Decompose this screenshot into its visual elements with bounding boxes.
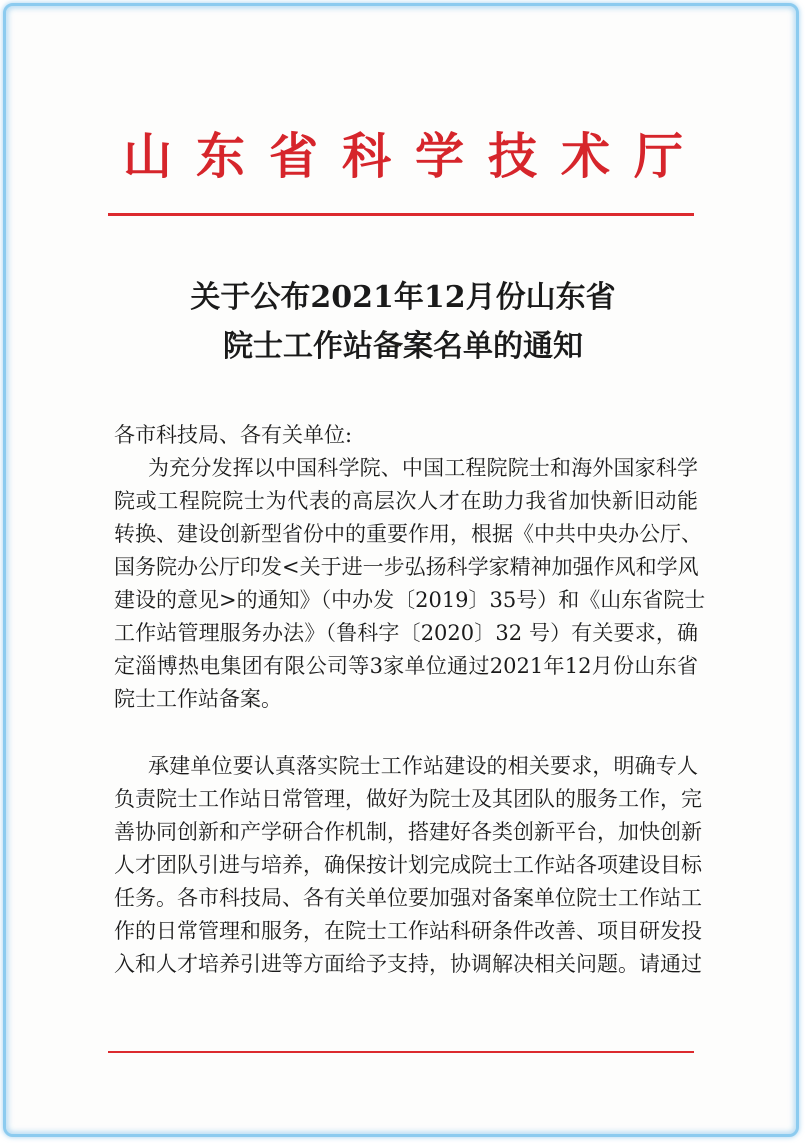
paragraph-line: 承建单位要认真落实院士工作站建设的相关要求，明确专人 — [148, 754, 698, 778]
paragraph-line: 院或工程院院士为代表的高层次人才在助力我省加快新旧动能 — [114, 489, 698, 513]
issuer-header: 山东省科学技术厅 — [122, 127, 707, 185]
paragraph-line: 人才团队引进与培养，确保按计划完成院士工作站各项建设目标 — [114, 853, 702, 877]
paragraph-line: 善协同创新和产学研合作机制，搭建好各类创新平台，加快创新 — [114, 820, 702, 844]
paragraph-line: 国务院办公厅印发<关于进一步弘扬科学家精神加强作风和学风 — [114, 555, 699, 579]
paragraph-line: 建设的意见>的通知》（中办发〔2019〕35号）和《山东省院士 — [114, 588, 706, 612]
document-title-line1: 关于公布2021年12月份山东省 — [190, 280, 616, 315]
paragraph-1 — [114, 452, 706, 716]
paragraph-line: 为充分发挥以中国科学院、中国工程院院士和海外国家科学 — [148, 456, 698, 480]
document-title-line2: 院士工作站备案名单的通知 — [223, 329, 583, 364]
paragraph-line: 任务。各市科技局、各有关单位要加强对备案单位院士工作站工 — [114, 886, 702, 910]
paragraph-2 — [114, 750, 702, 981]
footer-red-rule — [108, 1051, 694, 1053]
paragraph-line: 转换、建设创新型省份中的重要作用，根据《中共中央办公厅、 — [114, 522, 702, 546]
paragraph-line: 工作站管理服务办法》（鲁科字〔2020〕32 号）有关要求，确 — [114, 621, 698, 645]
paragraph-line: 入和人才培养引进等方面给予支持，协调解决相关问题。请通过 — [114, 952, 702, 976]
paragraph-line: 院士工作站备案。 — [114, 687, 282, 711]
paragraph-line: 负责院士工作站日常管理，做好为院士及其团队的服务工作，完 — [114, 787, 702, 811]
salutation: 各市科技局、各有关单位: — [114, 423, 353, 447]
paragraph-line: 作的日常管理和服务，在院士工作站科研条件改善、项目研发投 — [114, 919, 702, 943]
header-red-rule — [108, 213, 694, 216]
paragraph-line: 定淄博热电集团有限公司等3家单位通过2021年12月份山东省 — [114, 654, 698, 678]
